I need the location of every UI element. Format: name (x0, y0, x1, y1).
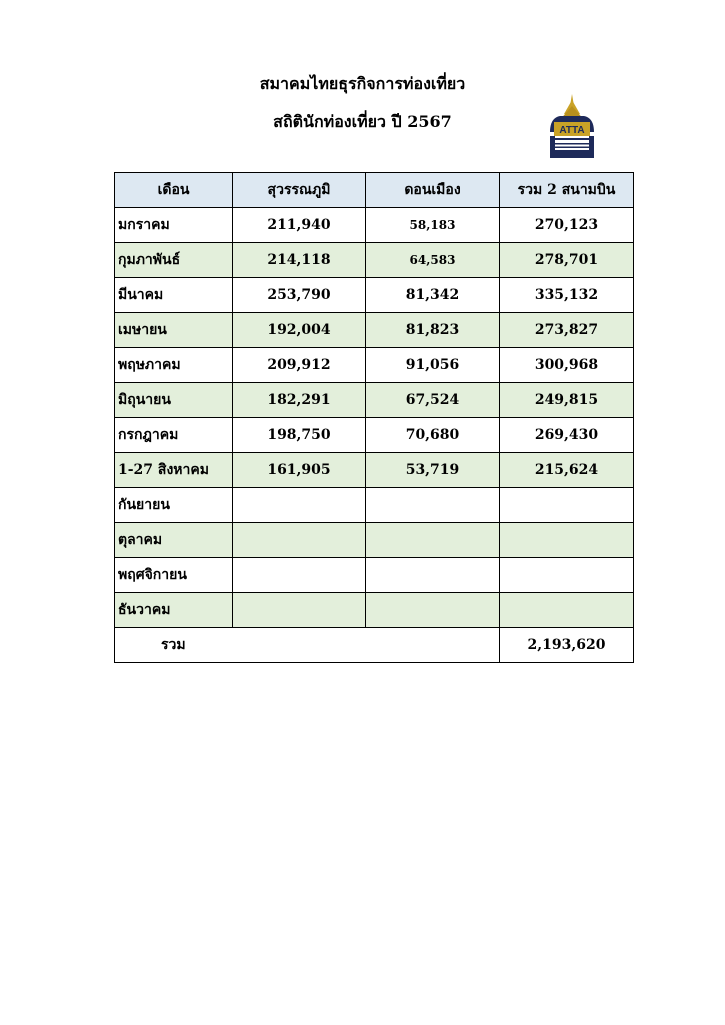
total-cell: 273,827 (500, 313, 634, 348)
month-cell: พฤศจิกายน (115, 558, 233, 593)
col-header-suvarnabhumi: สุวรรณภูมิ (233, 173, 366, 208)
month-cell: ตุลาคม (115, 523, 233, 558)
suvarnabhumi-cell: 211,940 (233, 208, 366, 243)
month-cell: กุมภาพันธ์ (115, 243, 233, 278)
suvarnabhumi-cell: 198,750 (233, 418, 366, 453)
suvarnabhumi-cell: 161,905 (233, 453, 366, 488)
donmueang-cell: 81,342 (366, 278, 500, 313)
total-cell: 249,815 (500, 383, 634, 418)
suvarnabhumi-cell: 214,118 (233, 243, 366, 278)
donmueang-cell: 64,583 (366, 243, 500, 278)
donmueang-cell (366, 523, 500, 558)
table-row (115, 208, 634, 243)
col-header-total: รวม 2 สนามบิน (500, 173, 634, 208)
donmueang-cell (366, 593, 500, 628)
suvarnabhumi-cell (233, 488, 366, 523)
suvarnabhumi-cell: 209,912 (233, 348, 366, 383)
donmueang-cell: 81,823 (366, 313, 500, 348)
month-cell: กรกฎาคม (115, 418, 233, 453)
month-cell: เมษายน (115, 313, 233, 348)
month-cell: มีนาคม (115, 278, 233, 313)
tourist-stats-table (114, 172, 634, 663)
month-cell: มกราคม (115, 208, 233, 243)
suvarnabhumi-cell (233, 558, 366, 593)
table-row (115, 558, 634, 593)
atta-logo (546, 92, 598, 160)
page-subtitle: สถิตินักท่องเที่ยว ปี 2567 (273, 112, 452, 131)
donmueang-cell (366, 488, 500, 523)
table-row (115, 593, 634, 628)
total-cell: 278,701 (500, 243, 634, 278)
logo-text: ATTA (559, 125, 585, 136)
total-cell: 270,123 (500, 208, 634, 243)
suvarnabhumi-cell: 182,291 (233, 383, 366, 418)
month-cell: ธันวาคม (115, 593, 233, 628)
table-row (115, 348, 634, 383)
col-header-donmueang: ดอนเมือง (366, 173, 500, 208)
total-row (115, 628, 634, 663)
donmueang-cell (366, 558, 500, 593)
donmueang-cell: 58,183 (366, 208, 500, 243)
suvarnabhumi-cell: 192,004 (233, 313, 366, 348)
suvarnabhumi-cell (233, 523, 366, 558)
total-cell: 300,968 (500, 348, 634, 383)
donmueang-cell: 91,056 (366, 348, 500, 383)
donmueang-cell: 53,719 (366, 453, 500, 488)
table-row (115, 278, 634, 313)
table-row (115, 313, 634, 348)
month-cell: มิถุนายน (115, 383, 233, 418)
total-cell (500, 488, 634, 523)
month-cell: กันยายน (115, 488, 233, 523)
total-cell (500, 523, 634, 558)
donmueang-cell: 70,680 (366, 418, 500, 453)
suvarnabhumi-cell: 253,790 (233, 278, 366, 313)
table-header-row (115, 173, 634, 208)
donmueang-cell: 67,524 (366, 383, 500, 418)
month-cell: พฤษภาคม (115, 348, 233, 383)
table-row (115, 383, 634, 418)
table-row (115, 523, 634, 558)
suvarnabhumi-cell (233, 593, 366, 628)
table-row (115, 243, 634, 278)
table-row (115, 418, 634, 453)
grand-total-cell: 2,193,620 (500, 628, 634, 663)
col-header-month: เดือน (115, 173, 233, 208)
total-cell (500, 593, 634, 628)
total-cell: 215,624 (500, 453, 634, 488)
table-row (115, 453, 634, 488)
month-cell: 1-27 สิงหาคม (115, 453, 233, 488)
org-title: สมาคมไทยธุรกิจการท่องเที่ยว (259, 74, 466, 93)
total-cell: 335,132 (500, 278, 634, 313)
total-label: รวม (115, 628, 500, 663)
table-row (115, 488, 634, 523)
total-cell: 269,430 (500, 418, 634, 453)
total-cell (500, 558, 634, 593)
